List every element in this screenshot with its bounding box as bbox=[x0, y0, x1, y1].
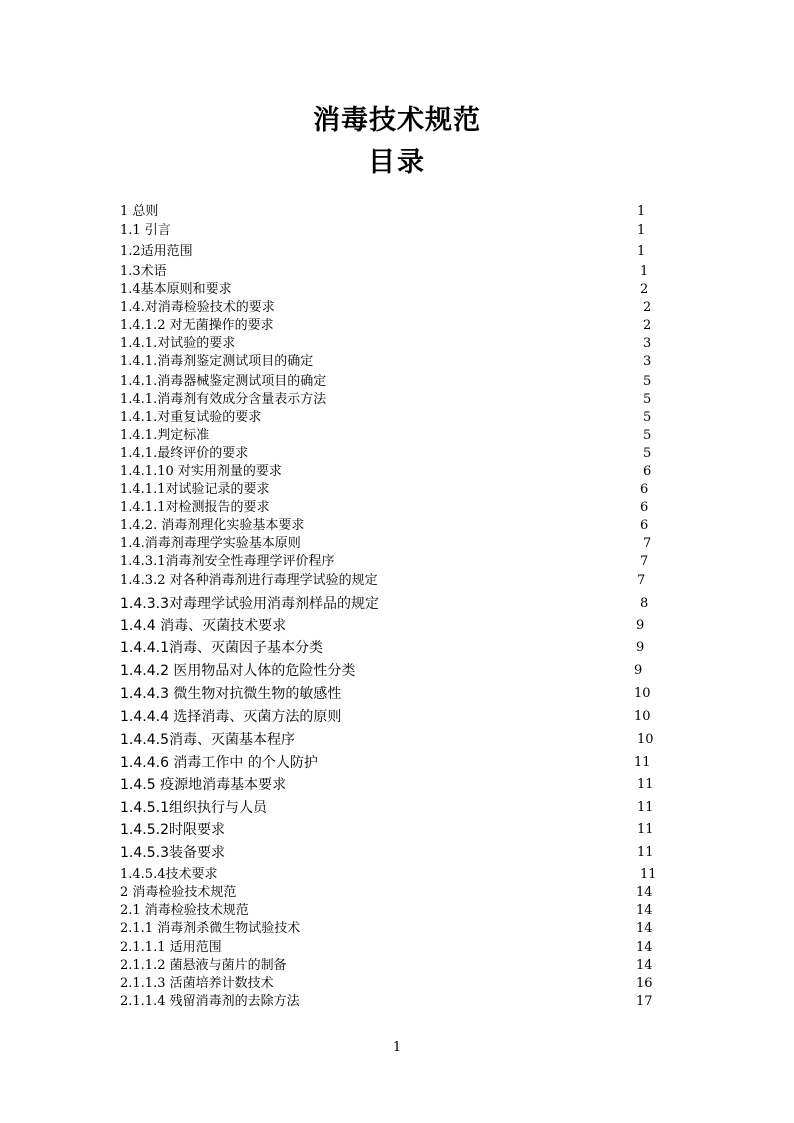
page-number: 1 bbox=[392, 1040, 402, 1055]
toc-entry-page: 5 bbox=[643, 428, 652, 443]
toc-entry-page: 14 bbox=[636, 885, 653, 900]
toc-entry-page: 10 bbox=[634, 686, 651, 701]
toc-entry-page: 6 bbox=[643, 464, 652, 479]
toc-entry-page: 5 bbox=[643, 410, 652, 425]
toc-entry-label: 1.4.5.1组织执行与人员 bbox=[120, 800, 267, 816]
document-title: 消毒技术规范 bbox=[313, 105, 481, 136]
toc-entry-page: 5 bbox=[643, 374, 652, 389]
toc-entry-label: 1.4.1.消毒剂有效成分含量表示方法 bbox=[120, 392, 327, 407]
toc-entry-label: 1.4.3.2 对各种消毒剂进行毒理学试验的规定 bbox=[120, 573, 378, 588]
toc-entry-page: 1 bbox=[637, 244, 646, 259]
toc-entry-page: 6 bbox=[640, 482, 649, 497]
toc-entry-page: 1 bbox=[637, 204, 646, 219]
toc-entry-label: 2.1.1.1 适用范围 bbox=[120, 940, 222, 955]
toc-entry-label: 1.3术语 bbox=[120, 264, 167, 279]
toc-entry-page: 11 bbox=[637, 845, 654, 860]
toc-entry-label: 1.4.3.1消毒剂安全性毒理学评价程序 bbox=[120, 554, 335, 569]
toc-entry-label: 1.4.对消毒检验技术的要求 bbox=[120, 300, 275, 315]
toc-entry-page: 2 bbox=[643, 300, 652, 315]
toc-entry-label: 1.4.1.最终评价的要求 bbox=[120, 446, 249, 461]
toc-entry-page: 11 bbox=[640, 867, 657, 882]
toc-entry-label: 2.1.1.2 菌悬液与菌片的制备 bbox=[120, 958, 287, 973]
toc-entry-page: 14 bbox=[636, 958, 653, 973]
toc-entry-label: 1.4.4.1消毒、灭菌因子基本分类 bbox=[120, 640, 323, 656]
toc-entry-label: 1.4.5.4技术要求 bbox=[120, 867, 218, 882]
toc-entry-label: 1.4.1.判定标准 bbox=[120, 428, 210, 443]
toc-entry-page: 14 bbox=[636, 921, 653, 936]
toc-entry-page: 3 bbox=[643, 354, 652, 369]
toc-entry-label: 1.4.4.5消毒、灭菌基本程序 bbox=[120, 732, 295, 748]
toc-entry-page: 9 bbox=[636, 640, 645, 655]
document-subtitle: 目录 bbox=[368, 147, 426, 178]
toc-entry-label: 1.4.4.4 选择消毒、灭菌方法的原则 bbox=[120, 709, 342, 725]
toc-entry-page: 16 bbox=[636, 976, 653, 991]
toc-entry-label: 1.4.3.3对毒理学试验用消毒剂样品的规定 bbox=[120, 596, 379, 612]
toc-entry-page: 7 bbox=[640, 554, 649, 569]
toc-entry-label: 1.4.4.6 消毒工作中 的个人防护 bbox=[120, 755, 318, 771]
toc-entry-page: 14 bbox=[636, 903, 653, 918]
toc-entry-page: 7 bbox=[643, 536, 652, 551]
toc-entry-page: 11 bbox=[634, 755, 651, 770]
toc-entry-label: 1.4.1.消毒剂鉴定测试项目的确定 bbox=[120, 354, 314, 369]
toc-entry-page: 9 bbox=[636, 618, 645, 633]
toc-entry-page: 10 bbox=[634, 709, 651, 724]
toc-entry-label: 1.4.1.消毒器械鉴定测试项目的确定 bbox=[120, 374, 327, 389]
toc-entry-page: 17 bbox=[636, 994, 653, 1009]
toc-entry-label: 1.4基本原则和要求 bbox=[120, 282, 232, 297]
toc-entry-label: 1.4.5 疫源地消毒基本要求 bbox=[120, 777, 287, 793]
toc-entry-page: 2 bbox=[643, 318, 652, 333]
toc-entry-label: 1.4.1.2 对无菌操作的要求 bbox=[120, 318, 274, 333]
toc-entry-page: 10 bbox=[637, 732, 654, 747]
toc-entry-page: 5 bbox=[643, 446, 652, 461]
toc-entry-page: 11 bbox=[637, 822, 654, 837]
toc-entry-page: 11 bbox=[637, 800, 654, 815]
toc-entry-page: 1 bbox=[640, 264, 649, 279]
toc-entry-page: 8 bbox=[640, 596, 649, 611]
toc-entry-label: 1.2适用范围 bbox=[120, 244, 193, 259]
toc-entry-page: 3 bbox=[643, 336, 652, 351]
toc-entry-label: 1.4.1.1对试验记录的要求 bbox=[120, 482, 270, 497]
toc-entry-label: 1.4.1.10 对实用剂量的要求 bbox=[120, 464, 282, 479]
toc-entry-page: 1 bbox=[637, 223, 646, 238]
toc-entry-page: 6 bbox=[640, 518, 649, 533]
toc-entry-label: 1.4.1.对试验的要求 bbox=[120, 336, 236, 351]
toc-entry-label: 2.1 消毒检验技术规范 bbox=[120, 903, 249, 918]
toc-entry-label: 1.4.消毒剂毒理学实验基本原则 bbox=[120, 536, 301, 551]
toc-entry-label: 2.1.1.3 活菌培养计数技术 bbox=[120, 976, 274, 991]
toc-entry-page: 5 bbox=[643, 392, 652, 407]
toc-entry-page: 2 bbox=[640, 282, 649, 297]
toc-entry-page: 7 bbox=[637, 573, 646, 588]
toc-entry-page: 9 bbox=[634, 663, 643, 678]
toc-entry-label: 1.4.4.2 医用物品对人体的危险性分类 bbox=[120, 663, 356, 679]
toc-entry-label: 1.4.4 消毒、灭菌技术要求 bbox=[120, 618, 287, 634]
toc-entry-label: 2.1.1 消毒剂杀微生物试验技术 bbox=[120, 921, 301, 936]
toc-entry-label: 1 总则 bbox=[120, 204, 159, 219]
toc-entry-page: 14 bbox=[636, 940, 653, 955]
toc-entry-label: 2 消毒检验技术规范 bbox=[120, 885, 237, 900]
toc-entry-label: 1.4.4.3 微生物对抗微生物的敏感性 bbox=[120, 686, 342, 702]
toc-entry-label: 1.1 引言 bbox=[120, 223, 171, 238]
toc-entry-label: 1.4.2. 消毒剂理化实验基本要求 bbox=[120, 518, 305, 533]
toc-entry-label: 2.1.1.4 残留消毒剂的去除方法 bbox=[120, 994, 300, 1009]
toc-entry-page: 11 bbox=[637, 777, 654, 792]
toc-entry-label: 1.4.1.对重复试验的要求 bbox=[120, 410, 262, 425]
toc-entry-page: 6 bbox=[640, 500, 649, 515]
toc-entry-label: 1.4.5.2时限要求 bbox=[120, 822, 225, 838]
toc-entry-label: 1.4.1.1对检测报告的要求 bbox=[120, 500, 270, 515]
toc-entry-label: 1.4.5.3装备要求 bbox=[120, 845, 225, 861]
